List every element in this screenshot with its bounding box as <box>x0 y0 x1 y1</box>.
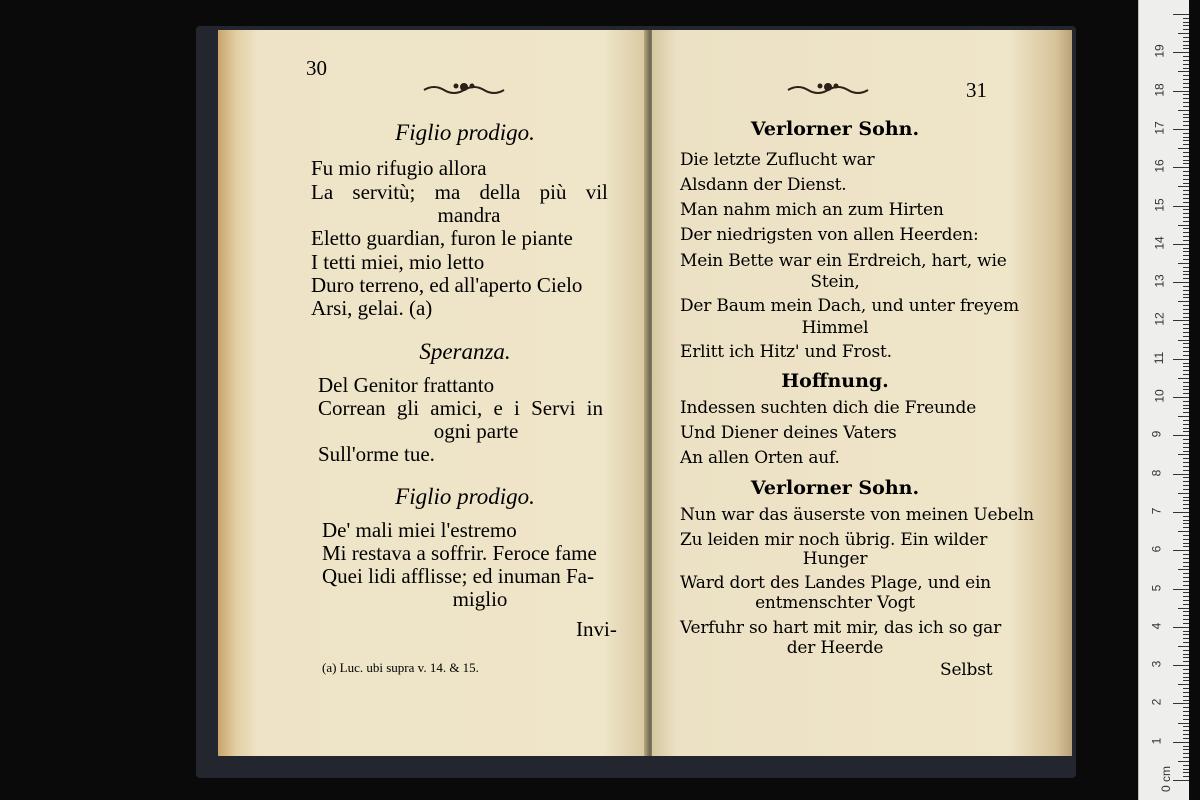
ruler-tick <box>1183 41 1189 42</box>
ruler-tick <box>1183 692 1189 693</box>
verse-line: Mi restava a soffrir. Feroce fame <box>322 541 597 565</box>
ruler-tick <box>1183 715 1189 716</box>
verse-line: I tetti miei, mio letto <box>311 250 485 274</box>
ruler-tick <box>1183 619 1189 620</box>
ruler-tick <box>1183 462 1189 463</box>
ruler-tick <box>1183 447 1189 448</box>
ruler-tick <box>1183 217 1189 218</box>
ruler-tick <box>1178 531 1189 532</box>
ruler-tick <box>1173 129 1189 130</box>
ruler-tick <box>1183 29 1189 30</box>
ruler-tick <box>1183 566 1189 567</box>
ruler-tick <box>1183 324 1189 325</box>
verse-line: Nun war das äuserste von meinen Uebeln <box>680 505 1034 525</box>
ruler-tick <box>1183 163 1189 164</box>
ruler-tick <box>1183 408 1189 409</box>
ruler-tick <box>1183 94 1189 95</box>
ruler-tick <box>1183 336 1189 337</box>
ruler-tick <box>1173 52 1189 53</box>
ruler-label: 17 <box>1152 121 1167 135</box>
ruler-tick <box>1183 451 1189 452</box>
verse-line: Sull'orme tue. <box>318 442 435 466</box>
ruler-label: 13 <box>1152 274 1167 288</box>
right-ornament-icon <box>786 80 870 100</box>
ruler-tick <box>1183 251 1189 252</box>
ruler-tick <box>1178 454 1189 455</box>
ruler-tick <box>1183 757 1189 758</box>
ruler-tick <box>1183 677 1189 678</box>
ruler-tick <box>1183 274 1189 275</box>
ruler-tick <box>1183 209 1189 210</box>
ruler-tick <box>1178 608 1189 609</box>
ruler-tick <box>1183 508 1189 509</box>
ruler-tick <box>1178 225 1189 226</box>
ruler-tick <box>1183 386 1189 387</box>
ruler-tick <box>1183 255 1189 256</box>
ruler-tick <box>1178 684 1189 685</box>
ruler-tick <box>1178 493 1189 494</box>
ruler-tick <box>1183 75 1189 76</box>
ruler-tick <box>1183 332 1189 333</box>
ruler-tick <box>1173 512 1189 513</box>
ruler-tick <box>1183 137 1189 138</box>
ruler-tick <box>1173 320 1189 321</box>
catchword: Selbst <box>940 660 993 680</box>
ruler-tick <box>1178 761 1189 762</box>
measuring-ruler <box>1138 0 1189 800</box>
ruler-tick <box>1183 106 1189 107</box>
ruler-tick <box>1183 305 1189 306</box>
ruler-tick <box>1183 202 1189 203</box>
right-heading-1: Verlorner Sohn. <box>750 118 920 140</box>
left-heading-3: Figlio prodigo. <box>395 484 535 509</box>
verse-line: La servitù; ma della più vil <box>311 180 608 204</box>
right-heading-3: Verlorner Sohn. <box>750 477 920 499</box>
ruler-tick <box>1183 366 1189 367</box>
ruler-tick <box>1178 416 1189 417</box>
ruler-tick <box>1183 523 1189 524</box>
ruler-label: 1 <box>1149 737 1164 745</box>
ruler-tick <box>1183 175 1189 176</box>
ruler-tick <box>1183 236 1189 237</box>
ruler-tick <box>1183 56 1189 57</box>
ruler-tick <box>1183 401 1189 402</box>
ruler-label: 10 <box>1152 389 1167 403</box>
ruler-tick <box>1183 286 1189 287</box>
footnote: (a) Luc. ubi supra v. 14. & 15. <box>322 660 479 675</box>
ruler-tick <box>1183 37 1189 38</box>
ruler-tick <box>1173 282 1189 283</box>
ruler-tick <box>1183 730 1189 731</box>
ruler-tick <box>1183 267 1189 268</box>
ruler-label: 7 <box>1149 507 1164 515</box>
verse-line: Stein, <box>810 272 860 292</box>
ruler-tick <box>1183 64 1189 65</box>
ruler-tick <box>1173 780 1189 781</box>
verse-line: Indessen suchten dich die Freunde <box>680 398 977 418</box>
verse-line: mandra <box>437 203 501 227</box>
ruler-tick <box>1183 631 1189 632</box>
ruler-tick <box>1183 592 1189 593</box>
ruler-tick <box>1183 240 1189 241</box>
verse-line: Man nahm mich an zum Hirten <box>680 200 944 220</box>
verse-line: Die letzte Zuflucht war <box>680 150 875 170</box>
verse-line: der Heerde <box>786 638 884 658</box>
ruler-tick <box>1183 294 1189 295</box>
ruler-tick <box>1183 581 1189 582</box>
ruler-label: 16 <box>1152 159 1167 173</box>
ruler-tick <box>1183 278 1189 279</box>
right-heading-2: Hoffnung. <box>781 370 889 392</box>
ruler-tick <box>1183 343 1189 344</box>
ruler-tick <box>1183 642 1189 643</box>
ruler-tick <box>1183 389 1189 390</box>
ruler-label: 14 <box>1152 236 1167 250</box>
right-page-number: 31 <box>966 78 987 102</box>
verse-line: Duro terreno, ed all'aperto Cielo <box>311 273 583 297</box>
ruler-tick <box>1183 232 1189 233</box>
left-heading-1: Figlio prodigo. <box>395 120 535 145</box>
verse-line: De' mali miei l'estremo <box>322 518 517 542</box>
ruler-tick <box>1183 485 1189 486</box>
ruler-tick <box>1183 765 1189 766</box>
ruler-tick <box>1183 477 1189 478</box>
ruler-label: 19 <box>1152 44 1167 58</box>
ruler-tick <box>1183 213 1189 214</box>
ruler-tick <box>1183 363 1189 364</box>
ruler-tick <box>1183 382 1189 383</box>
ruler-tick <box>1183 160 1189 161</box>
ruler-tick <box>1178 263 1189 264</box>
ruler-label: 2 <box>1149 699 1164 706</box>
ruler-tick <box>1183 412 1189 413</box>
ruler-tick <box>1173 244 1189 245</box>
ruler-tick <box>1183 431 1189 432</box>
ruler-tick <box>1183 585 1189 586</box>
ruler-tick <box>1183 623 1189 624</box>
ruler-label: 18 <box>1152 82 1167 97</box>
ruler-tick <box>1173 397 1189 398</box>
ruler-tick <box>1183 190 1189 191</box>
ruler-tick <box>1178 110 1189 111</box>
ruler-tick <box>1183 673 1189 674</box>
ruler-tick <box>1183 439 1189 440</box>
ruler-tick <box>1183 428 1189 429</box>
ruler-tick <box>1183 87 1189 88</box>
ruler-tick <box>1183 696 1189 697</box>
ruler-tick <box>1183 179 1189 180</box>
ruler-tick <box>1183 79 1189 80</box>
verse-line: Alsdann der Dienst. <box>680 175 847 195</box>
ruler-tick <box>1183 769 1189 770</box>
ruler-tick <box>1173 589 1189 590</box>
ruler-tick <box>1173 14 1189 15</box>
ruler-tick <box>1183 121 1189 122</box>
ruler-tick <box>1183 45 1189 46</box>
ruler-tick <box>1183 458 1189 459</box>
ruler-tick <box>1183 144 1189 145</box>
left-heading-2: Speranza. <box>419 339 511 364</box>
catchword: Invi- <box>576 617 617 641</box>
ruler-tick <box>1183 562 1189 563</box>
ruler-tick <box>1183 772 1189 773</box>
ruler-tick <box>1183 497 1189 498</box>
verse-line: Quei lidi afflisse; ed inuman Fa- <box>322 564 594 588</box>
ruler-label: 15 <box>1152 197 1167 212</box>
ruler-tick <box>1183 22 1189 23</box>
verse-line: Mein Bette war ein Erdreich, hart, wie <box>680 251 1007 271</box>
ruler-tick <box>1173 167 1189 168</box>
ruler-tick <box>1183 317 1189 318</box>
ruler-tick <box>1183 355 1189 356</box>
ruler-label: 5 <box>1149 584 1164 591</box>
ruler-tick <box>1183 420 1189 421</box>
ruler-tick <box>1183 554 1189 555</box>
ruler-tick <box>1183 520 1189 521</box>
ruler-tick <box>1183 271 1189 272</box>
ruler-tick <box>1183 749 1189 750</box>
ruler-tick <box>1183 669 1189 670</box>
ruler-tick <box>1183 738 1189 739</box>
ruler-tick <box>1183 615 1189 616</box>
ruler-tick <box>1173 627 1189 628</box>
ruler-tick <box>1183 539 1189 540</box>
ruler-tick <box>1173 474 1189 475</box>
verse-line: Correan gli amici, e i Servi in <box>318 396 604 420</box>
ruler-tick <box>1173 742 1189 743</box>
ruler-tick <box>1183 405 1189 406</box>
ruler-tick <box>1183 489 1189 490</box>
ruler-tick <box>1183 535 1189 536</box>
verse-line: Himmel <box>801 318 869 338</box>
ruler-tick <box>1183 259 1189 260</box>
ruler-tick <box>1183 680 1189 681</box>
verse-line: Hunger <box>802 549 868 569</box>
ruler-tick <box>1178 186 1189 187</box>
ruler-tick <box>1183 221 1189 222</box>
verse-line: Verfuhr so hart mit mir, das ich so gar <box>680 618 1002 638</box>
left-ornament-icon <box>422 80 506 100</box>
ruler-tick <box>1178 340 1189 341</box>
ruler-tick <box>1183 504 1189 505</box>
ruler-tick <box>1183 152 1189 153</box>
ruler-tick <box>1183 543 1189 544</box>
ruler-tick <box>1183 25 1189 26</box>
ruler-label: 9 <box>1149 430 1164 438</box>
ruler-tick <box>1178 646 1189 647</box>
ruler-tick <box>1183 156 1189 157</box>
ruler-tick <box>1183 470 1189 471</box>
ruler-tick <box>1183 171 1189 172</box>
ruler-tick <box>1183 125 1189 126</box>
ruler-tick <box>1183 753 1189 754</box>
verse-line: ogni parte <box>433 419 519 443</box>
ruler-tick <box>1183 133 1189 134</box>
ruler-tick <box>1183 313 1189 314</box>
verse-line: Erlitt ich Hitz' und Frost. <box>680 342 892 362</box>
ruler-label: 8 <box>1149 469 1164 476</box>
ruler-tick <box>1183 114 1189 115</box>
ruler-tick <box>1183 424 1189 425</box>
verse-line: Zu leiden mir noch übrig. Ein wilder <box>680 530 988 550</box>
ruler-tick <box>1183 516 1189 517</box>
ruler-label: 3 <box>1149 660 1164 668</box>
ruler-tick <box>1173 435 1189 436</box>
ruler-tick <box>1183 248 1189 249</box>
ruler-tick <box>1183 638 1189 639</box>
ruler-tick <box>1183 198 1189 199</box>
verse-line: Der niedrigsten von allen Heerden: <box>680 225 979 245</box>
ruler-tick <box>1183 546 1189 547</box>
ruler-tick <box>1183 481 1189 482</box>
ruler-tick <box>1183 117 1189 118</box>
ruler-tick <box>1173 550 1189 551</box>
ruler-tick <box>1183 60 1189 61</box>
ruler-tick <box>1183 746 1189 747</box>
ruler-label: 0 cm <box>1159 765 1174 793</box>
ruler-tick <box>1183 527 1189 528</box>
verse-line: Ward dort des Landes Plage, und ein <box>680 573 991 593</box>
ruler-tick <box>1183 48 1189 49</box>
ruler-tick <box>1178 148 1189 149</box>
verse-line: Del Genitor frattanto <box>318 373 495 397</box>
ruler-tick <box>1173 91 1189 92</box>
ruler-tick <box>1183 688 1189 689</box>
verse-line: entmenschter Vogt <box>755 593 915 613</box>
verse-line: Eletto guardian, furon le piante <box>311 226 573 250</box>
verse-line: Der Baum mein Dach, und unter freyem <box>680 296 1019 316</box>
ruler-tick <box>1183 600 1189 601</box>
ruler-tick <box>1183 657 1189 658</box>
ruler-tick <box>1178 569 1189 570</box>
ruler-tick <box>1183 577 1189 578</box>
ruler-tick <box>1183 596 1189 597</box>
verse-line: miglio <box>452 587 508 611</box>
ruler-tick <box>1183 776 1189 777</box>
ruler-tick <box>1183 650 1189 651</box>
ruler-tick <box>1173 703 1189 704</box>
ruler-tick <box>1183 102 1189 103</box>
ruler-tick <box>1183 707 1189 708</box>
ruler-tick <box>1178 378 1189 379</box>
verse-line: Fu mio rifugio allora <box>311 156 487 180</box>
ruler-tick <box>1183 183 1189 184</box>
ruler-tick <box>1183 611 1189 612</box>
left-page-number: 30 <box>306 56 327 80</box>
ruler-tick <box>1183 347 1189 348</box>
ruler-tick <box>1183 290 1189 291</box>
ruler-tick <box>1183 443 1189 444</box>
ruler-tick <box>1183 98 1189 99</box>
ruler-tick <box>1183 711 1189 712</box>
ruler-tick <box>1183 351 1189 352</box>
ruler-tick <box>1183 734 1189 735</box>
ruler-tick <box>1183 297 1189 298</box>
ruler-tick <box>1178 33 1189 34</box>
verse-line: Arsi, gelai. (a) <box>311 296 433 320</box>
ruler-tick <box>1183 726 1189 727</box>
ruler-tick <box>1183 18 1189 19</box>
ruler-tick <box>1183 634 1189 635</box>
ruler-tick <box>1183 466 1189 467</box>
ruler-tick <box>1183 194 1189 195</box>
ruler-tick <box>1183 558 1189 559</box>
ruler-tick <box>1183 654 1189 655</box>
ruler-tick <box>1183 140 1189 141</box>
ruler-label: 11 <box>1152 351 1167 364</box>
ruler-label: 6 <box>1149 545 1164 553</box>
ruler-tick <box>1183 573 1189 574</box>
ruler-tick <box>1183 604 1189 605</box>
ruler-tick <box>1183 661 1189 662</box>
ruler-tick <box>1183 83 1189 84</box>
ruler-label: 12 <box>1152 312 1167 327</box>
ruler-tick <box>1183 228 1189 229</box>
ruler-tick <box>1183 374 1189 375</box>
ruler-label: 4 <box>1149 622 1164 630</box>
verse-line: Und Diener deines Vaters <box>680 423 897 443</box>
ruler-tick <box>1173 359 1189 360</box>
ruler-tick <box>1183 68 1189 69</box>
ruler-tick <box>1178 723 1189 724</box>
ruler-tick <box>1183 393 1189 394</box>
ruler-tick <box>1183 700 1189 701</box>
ruler-tick <box>1173 665 1189 666</box>
ruler-tick <box>1183 328 1189 329</box>
ruler-tick <box>1183 370 1189 371</box>
ruler-tick <box>1183 500 1189 501</box>
ruler-tick <box>1183 309 1189 310</box>
ruler-tick <box>1183 719 1189 720</box>
ruler-tick <box>1173 206 1189 207</box>
verse-line: An allen Orten auf. <box>680 448 840 468</box>
ruler-tick <box>1178 71 1189 72</box>
ruler-tick <box>1178 301 1189 302</box>
